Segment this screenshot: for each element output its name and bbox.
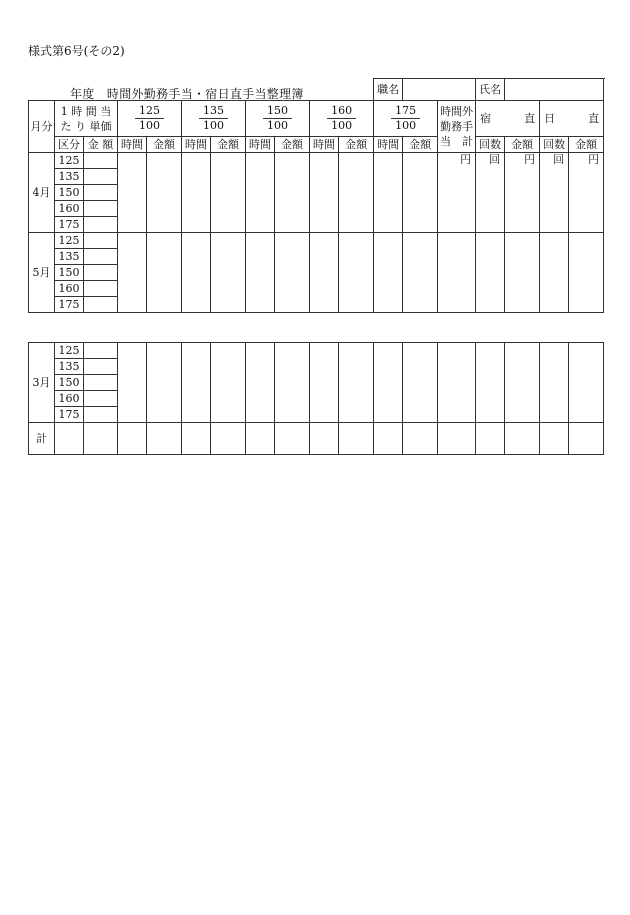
month-label: 4月 [29, 153, 55, 233]
hours-cell[interactable] [118, 153, 147, 233]
amount-cell[interactable] [403, 153, 438, 233]
hours-cell[interactable] [310, 233, 339, 313]
amount-cell[interactable] [84, 201, 118, 217]
total-night-amount-cell[interactable] [505, 423, 540, 455]
total-day-amount-cell[interactable] [569, 423, 604, 455]
night-amount-cell[interactable] [505, 233, 540, 313]
category-cell: 175 [55, 217, 84, 233]
category-cell: 125 [55, 153, 84, 169]
total-hours-cell[interactable] [310, 423, 339, 455]
amount-cell[interactable] [275, 343, 310, 423]
category-cell: 135 [55, 359, 84, 375]
night-amount-cell[interactable]: 円 [505, 153, 540, 233]
amount-header: 金 額 [84, 137, 118, 153]
hours-header: 時間 [118, 137, 147, 153]
category-cell: 175 [55, 297, 84, 313]
amount-cell[interactable] [403, 233, 438, 313]
position-label: 職名 [374, 79, 403, 101]
day-amount-cell[interactable] [569, 343, 604, 423]
amount-cell[interactable] [211, 153, 246, 233]
month-label: 5月 [29, 233, 55, 313]
category-cell: 160 [55, 391, 84, 407]
amount-cell[interactable] [147, 233, 182, 313]
hours-cell[interactable] [374, 153, 403, 233]
total-amount-cell[interactable] [84, 423, 118, 455]
amount-header: 金額 [339, 137, 374, 153]
amount-cell[interactable] [84, 359, 118, 375]
day-count-cell[interactable] [540, 343, 569, 423]
category-cell: 150 [55, 185, 84, 201]
day-amount-cell[interactable]: 円 [569, 153, 604, 233]
amount-cell[interactable] [211, 343, 246, 423]
rate-160-header: $\frac{160}{100}$ [310, 101, 374, 137]
hours-cell[interactable] [246, 233, 275, 313]
hours-header: 時間 [246, 137, 275, 153]
amount-cell[interactable] [84, 169, 118, 185]
amount-cell[interactable] [84, 185, 118, 201]
form-number: 様式第6号(その2) [28, 44, 125, 58]
category-header: 区分 [55, 137, 84, 153]
total-amount-cell[interactable] [339, 423, 374, 455]
night-count-cell[interactable]: 回 [476, 153, 505, 233]
amount-header: 金額 [403, 137, 438, 153]
overtime-total-cell[interactable] [438, 233, 476, 313]
hours-cell[interactable] [374, 343, 403, 423]
hours-cell[interactable] [118, 233, 147, 313]
total-amount-cell[interactable] [211, 423, 246, 455]
overtime-total-cell[interactable] [438, 343, 476, 423]
hours-cell[interactable] [182, 343, 211, 423]
total-night-count-cell[interactable] [476, 423, 505, 455]
amount-header: 金額 [569, 137, 604, 153]
category-cell: 160 [55, 281, 84, 297]
rate-135-header: $\frac{135}{100}$ [182, 101, 246, 137]
amount-cell[interactable] [275, 153, 310, 233]
rate-150-header: $\frac{150}{100}$ [246, 101, 310, 137]
total-hours-cell[interactable] [118, 423, 147, 455]
total-overtime-cell[interactable] [438, 423, 476, 455]
day-count-cell[interactable]: 回 [540, 153, 569, 233]
day-count-cell[interactable] [540, 233, 569, 313]
hours-cell[interactable] [118, 343, 147, 423]
amount-cell[interactable] [147, 153, 182, 233]
amount-cell[interactable] [84, 233, 118, 249]
rate-125-header: $\frac{125}{100}$ [118, 101, 182, 137]
amount-cell[interactable] [84, 281, 118, 297]
amount-header: 金額 [147, 137, 182, 153]
night-count-cell[interactable] [476, 233, 505, 313]
total-label: 計 [29, 423, 55, 455]
amount-cell[interactable] [403, 343, 438, 423]
amount-cell[interactable] [211, 233, 246, 313]
amount-cell[interactable] [84, 391, 118, 407]
category-cell: 160 [55, 201, 84, 217]
rate-175-header: $\frac{175}{100}$ [374, 101, 438, 137]
hours-cell[interactable] [310, 153, 339, 233]
name-label: 氏名 [476, 79, 505, 101]
amount-cell[interactable] [84, 217, 118, 233]
amount-header: 金額 [505, 137, 540, 153]
unit-price-header: 1 時 間 当 た り 単価 [55, 101, 118, 137]
amount-cell[interactable] [84, 153, 118, 169]
amount-cell[interactable] [84, 265, 118, 281]
hours-cell[interactable] [310, 343, 339, 423]
position-field[interactable] [403, 79, 476, 101]
name-field[interactable] [505, 79, 604, 101]
total-hours-cell[interactable] [374, 423, 403, 455]
category-cell: 175 [55, 407, 84, 423]
amount-cell[interactable] [84, 407, 118, 423]
hours-cell[interactable] [374, 233, 403, 313]
total-amount-cell[interactable] [403, 423, 438, 455]
amount-cell[interactable] [275, 233, 310, 313]
amount-cell[interactable] [339, 233, 374, 313]
amount-cell[interactable] [84, 249, 118, 265]
count-header: 回数 [540, 137, 569, 153]
night-amount-cell[interactable] [505, 343, 540, 423]
total-category-cell[interactable] [55, 423, 84, 455]
overtime-total-cell[interactable]: 円 [438, 153, 476, 233]
category-cell: 135 [55, 169, 84, 185]
hours-header: 時間 [310, 137, 339, 153]
category-cell: 135 [55, 249, 84, 265]
hours-header: 時間 [374, 137, 403, 153]
total-amount-cell[interactable] [275, 423, 310, 455]
amount-header: 金額 [275, 137, 310, 153]
category-cell: 150 [55, 265, 84, 281]
page-title: 年度 時間外勤務手当・宿日直手当整理簿 [70, 87, 304, 101]
ledger-table-bottom [28, 342, 604, 455]
category-cell: 125 [55, 343, 84, 359]
amount-cell[interactable] [84, 343, 118, 359]
category-cell: 150 [55, 375, 84, 391]
hours-cell[interactable] [182, 153, 211, 233]
month-header: 月分 [29, 101, 55, 153]
amount-cell[interactable] [84, 375, 118, 391]
amount-cell[interactable] [339, 343, 374, 423]
ledger-table-top [28, 78, 604, 313]
count-header: 回数 [476, 137, 505, 153]
category-cell: 125 [55, 233, 84, 249]
amount-cell[interactable] [147, 343, 182, 423]
day-duty-header: 日 直 [540, 101, 604, 137]
total-day-count-cell[interactable] [540, 423, 569, 455]
night-duty-header: 宿 直 [476, 101, 540, 137]
hours-cell[interactable] [246, 153, 275, 233]
amount-cell[interactable] [84, 297, 118, 313]
amount-cell[interactable] [339, 153, 374, 233]
hours-cell[interactable] [182, 233, 211, 313]
hours-header: 時間 [182, 137, 211, 153]
day-amount-cell[interactable] [569, 233, 604, 313]
total-amount-cell[interactable] [147, 423, 182, 455]
month-label: 3月 [29, 343, 55, 423]
amount-header: 金額 [211, 137, 246, 153]
hours-cell[interactable] [246, 343, 275, 423]
total-hours-cell[interactable] [182, 423, 211, 455]
night-count-cell[interactable] [476, 343, 505, 423]
overtime-total-header: 時間外 勤務手 当 計 [438, 101, 476, 153]
total-hours-cell[interactable] [246, 423, 275, 455]
